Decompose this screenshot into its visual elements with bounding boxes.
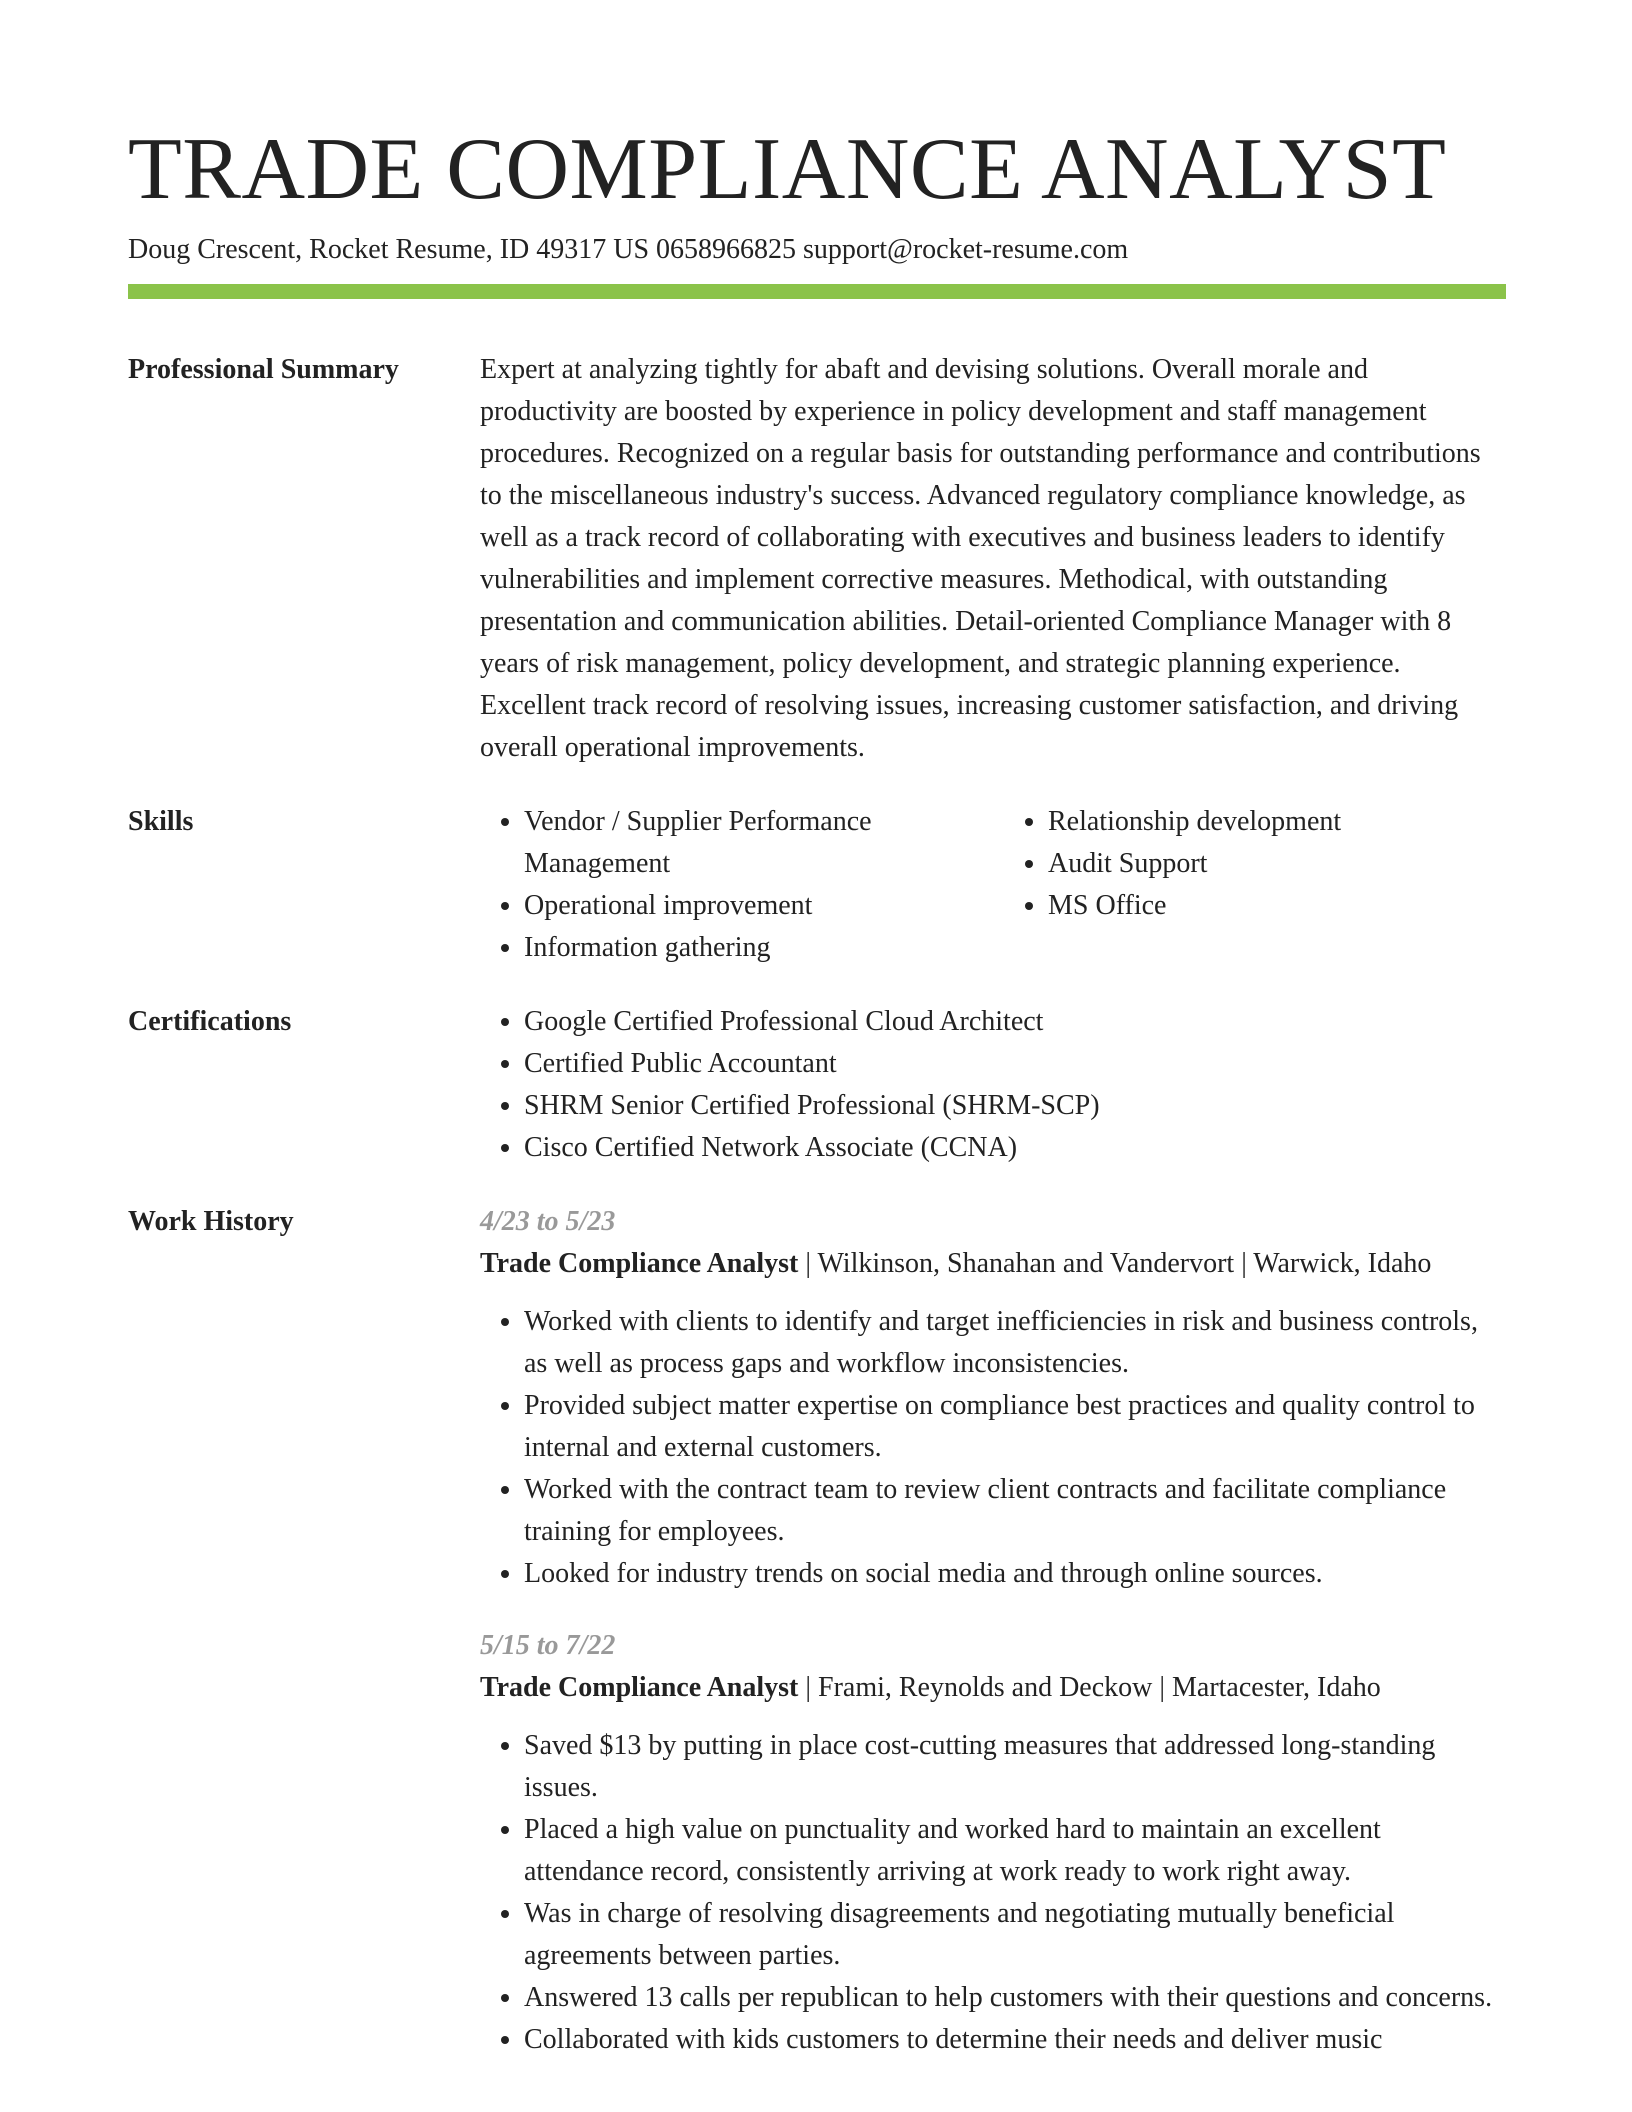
section-label-summary: Professional Summary [128, 354, 399, 385]
accent-divider [128, 284, 1506, 299]
resume-title: TRADE COMPLIANCE ANALYST [128, 121, 1447, 218]
job-title: Trade Compliance Analyst [480, 1672, 799, 1703]
skill-item: • MS Office [1048, 885, 1528, 927]
job-company: | Wilkinson, Shanahan and Vandervort | Warwick, Idaho [798, 1248, 1432, 1279]
certification-item: • Google Certified Professional Cloud Architect [524, 1001, 1506, 1043]
job-title: Trade Compliance Analyst [480, 1248, 799, 1279]
job-bullet: • Worked with the contract team to review client contracts and facilitate compliance training for employees. [524, 1469, 1506, 1553]
job-bullet: • Collaborated with kids customers to determine their needs and deliver music [524, 2019, 1506, 2061]
contact-line: Doug Crescent, Rocket Resume, ID 49317 US 0658966825 support@rocket-resume.com [128, 234, 1129, 265]
job-entry [480, 1625, 1506, 2061]
certification-item: • Certified Public Accountant [524, 1043, 1506, 1085]
certifications-list [480, 1001, 1506, 1169]
job-bullet: • Answered 13 calls per republican to help customers with their questions and concerns. [524, 1977, 1506, 2019]
skill-item: • Audit Support [1048, 843, 1528, 885]
summary-text: Expert at analyzing tightly for abaft and devising solutions. Overall morale and productivity are boosted by experience in policy development and staff management procedures. Recognized on a regular basis for outstanding performance and contributions to the miscellaneous industry's success. Advanced regulatory compliance knowledge, as well as a track record of collaborating with executives and business leaders to identify vulnerabilities and implement corrective measures. Methodical, with outstanding presentation and communication abilities. Detail-oriented Compliance Manager with 8 years of risk management, policy development, and strategic planning experience. Excellent track record of resolving issues, increasing customer satisfaction, and driving overall operational improvements. [480, 354, 1481, 763]
skills-body [480, 801, 1548, 969]
certification-item: • Cisco Certified Network Associate (CCNA) [524, 1127, 1506, 1169]
skill-item: • Information gathering [524, 927, 984, 969]
job-bullet: • Placed a high value on punctuality and worked hard to maintain an excellent attendance record, consistently arriving at work ready to work right away. [524, 1809, 1506, 1893]
job-entry [480, 1201, 1506, 1595]
job-dates: 4/23 to 5/23 [480, 1206, 616, 1237]
certification-item: • SHRM Senior Certified Professional (SHRM-SCP) [524, 1085, 1506, 1127]
job-heading [480, 1243, 1506, 1285]
resume-page [128, 120, 1506, 2091]
job-bullets [480, 1725, 1506, 2061]
job-bullet: • Was in charge of resolving disagreements and negotiating mutually beneficial agreements between parties. [524, 1893, 1506, 1977]
section-label-skills: Skills [128, 806, 194, 837]
certifications-body [480, 1001, 1506, 1169]
summary-section [128, 349, 1506, 769]
certifications-section [128, 1001, 1506, 1169]
section-label-certifications: Certifications [128, 1006, 292, 1037]
job-heading [480, 1667, 1506, 1709]
job-bullet: • Worked with clients to identify and target inefficiencies in risk and business controls, as well as process gaps and workflow inconsistencies. [524, 1301, 1506, 1385]
skill-item: • Operational improvement [524, 885, 984, 927]
job-company: | Frami, Reynolds and Deckow | Martacester, Idaho [798, 1672, 1381, 1703]
work-history-body [480, 1201, 1506, 2091]
job-bullet: • Looked for industry trends on social media and through online sources. [524, 1553, 1506, 1595]
job-bullet: • Provided subject matter expertise on compliance best practices and quality control to internal and external customers. [524, 1385, 1506, 1469]
section-label-work-history: Work History [128, 1206, 294, 1237]
skills-columns [480, 801, 1548, 969]
skills-list-left [480, 801, 1004, 969]
skills-section [128, 801, 1506, 969]
job-bullet: • Saved $13 by putting in place cost-cutting measures that addressed long-standing issues. [524, 1725, 1506, 1809]
skills-list-right [1004, 801, 1548, 969]
work-history-section [128, 1201, 1506, 2091]
skill-item: • Vendor / Supplier Performance Management [524, 801, 984, 885]
summary-body [480, 349, 1506, 769]
skill-item: • Relationship development [1048, 801, 1528, 843]
job-bullets [480, 1301, 1506, 1595]
job-dates: 5/15 to 7/22 [480, 1630, 616, 1661]
